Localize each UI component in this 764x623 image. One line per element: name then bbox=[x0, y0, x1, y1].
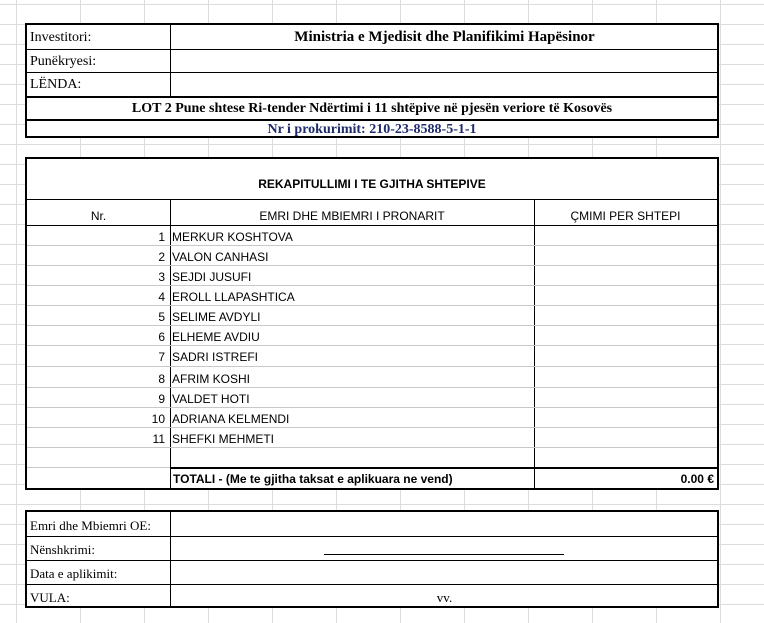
summary-table bbox=[25, 157, 719, 490]
col-name-header: EMRI DHE MBIEMRI I PRONARIT bbox=[259, 209, 445, 223]
signature-line bbox=[324, 554, 564, 555]
seal-label: VULA: bbox=[30, 590, 70, 605]
row-line bbox=[27, 49, 717, 50]
row-number: 7 bbox=[158, 350, 165, 364]
row-owner-name: SADRI ISTREFI bbox=[172, 350, 259, 364]
row-line bbox=[27, 536, 717, 537]
col-divider bbox=[534, 199, 535, 489]
row-line bbox=[27, 560, 717, 561]
row-number: 8 bbox=[158, 372, 165, 386]
investitori-value: Ministria e Mjedisit dhe Planifikimi Hapësinor bbox=[294, 29, 595, 45]
row-owner-name: ADRIANA KELMENDI bbox=[172, 412, 290, 426]
row-number: 10 bbox=[151, 412, 165, 426]
row-line bbox=[27, 72, 717, 73]
row-number: 6 bbox=[158, 330, 165, 344]
punekryesi-label: Punëkryesi: bbox=[30, 54, 97, 69]
row-owner-name: ELHEME AVDIU bbox=[172, 330, 260, 344]
total-divider bbox=[170, 467, 171, 489]
row-owner-name: VALDET HOTI bbox=[172, 392, 250, 406]
header-table bbox=[25, 23, 719, 138]
row-number: 5 bbox=[158, 310, 165, 324]
row-owner-name: EROLL LLAPASHTICA bbox=[172, 290, 295, 304]
row-owner-name: SEJDI JUSUFI bbox=[172, 270, 252, 284]
row-owner-name: SELIME AVDYLI bbox=[172, 310, 261, 324]
total-label: TOTALI - (Me te gjitha taksat e aplikuara ne vend) bbox=[173, 472, 453, 486]
lenda-label: LËNDA: bbox=[30, 77, 82, 92]
row-owner-name: SHEFKI MEHMETI bbox=[172, 432, 275, 446]
col-price-header: ÇMIMI PER SHTEPI bbox=[570, 209, 681, 223]
oe-label: Emri dhe Mbiemri OE: bbox=[30, 518, 151, 533]
row-line bbox=[27, 225, 717, 226]
row-line bbox=[27, 584, 717, 585]
row-number: 1 bbox=[158, 230, 165, 244]
col-divider bbox=[170, 199, 171, 489]
row-owner-name: MERKUR KOSHTOVA bbox=[172, 230, 293, 244]
col-nr-header: Nr. bbox=[90, 209, 107, 223]
row-owner-name: AFRIM KOSHI bbox=[172, 372, 251, 386]
seal-value: vv. bbox=[436, 590, 453, 605]
date-label: Data e aplikimit: bbox=[30, 566, 118, 581]
row-line bbox=[27, 96, 717, 98]
total-value: 0.00 € bbox=[680, 472, 714, 486]
row-number: 9 bbox=[158, 392, 165, 406]
row-number: 2 bbox=[158, 250, 165, 264]
procurement-number: Nr i prokurimit: 210-23-8588-5-1-1 bbox=[267, 122, 477, 137]
row-number: 11 bbox=[152, 432, 165, 446]
row-owner-name: VALON CANHASI bbox=[172, 250, 269, 264]
row-number: 3 bbox=[158, 270, 165, 284]
row-line bbox=[27, 199, 717, 200]
signature-label: Nënshkrimi: bbox=[30, 542, 95, 557]
row-line bbox=[27, 119, 717, 121]
lot-title: LOT 2 Pune shtese Ri-tender Ndërtimi i 11 shtëpive në pjesën veriore të Kosovës bbox=[131, 101, 613, 116]
summary-title: REKAPITULLIMI I TE GJITHA SHTEPIVE bbox=[258, 177, 486, 191]
investitori-label: Investitori: bbox=[30, 30, 92, 45]
row-number: 4 bbox=[158, 290, 165, 304]
footer-table bbox=[25, 510, 719, 608]
